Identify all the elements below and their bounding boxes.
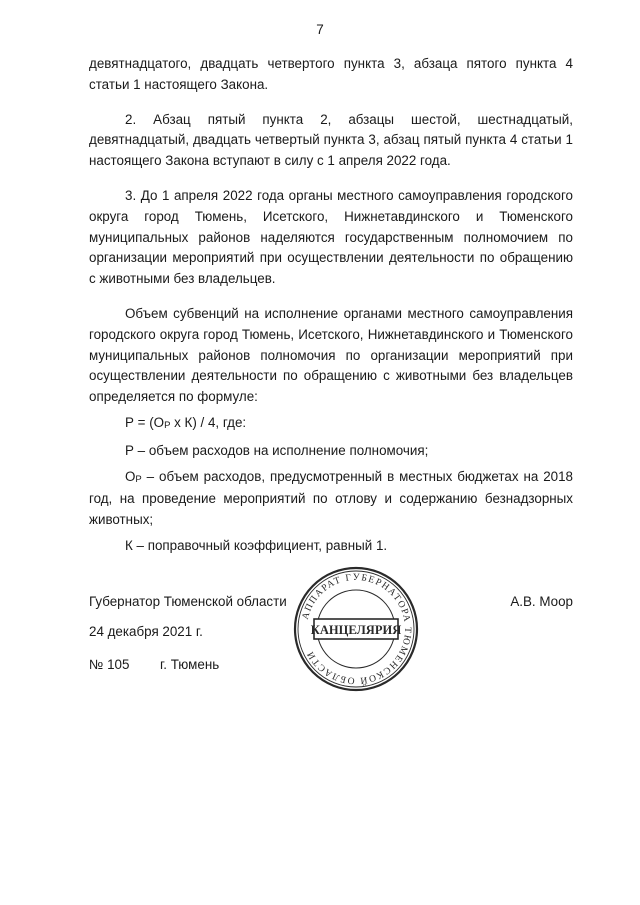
signer-name: А.В. Моор: [510, 594, 573, 609]
paragraph-3: 3. До 1 апреля 2022 года органы местного самоуправления городского округа город Тюмень, Исетского, Нижнетавдинского и Тюменского муниципальных районов наделяются государственным полномочием по организации мероприятий при осуществлении деятельности по обращению с животными без владельцев.: [89, 187, 573, 287]
law-number: № 105: [89, 657, 130, 672]
definition-op-subscript: Р: [135, 473, 142, 485]
formula-prefix: Р = (О: [125, 414, 165, 430]
signer-title: Губернатор Тюменской области: [89, 594, 287, 609]
definition-k: К – поправочный коэффициент, равный 1.: [125, 537, 388, 553]
paragraph-continuation: девятнадцатого, двадцать четвертого пункта 3, абзаца пятого пункта 4 статьи 1 настоящего Закона.: [89, 56, 573, 92]
formula-line: [89, 413, 573, 436]
page-number: 7: [316, 22, 324, 37]
stamp-outer-text: АППАРАТ ГУБЕРНАТОРА ТЮМЕНСКОЙ ОБЛАСТИ: [299, 571, 414, 687]
paragraph-2: 2. Абзац пятый пункта 2, абзацы шестой, шестнадцатый, девятнадцатый, двадцать четвертый пункта 3, абзац пятый пункта 4 статьи 1 настоящего Закона вступают в силу с 1 апреля 2022 года.: [89, 111, 573, 169]
formula-suffix: х К) / 4, где:: [170, 414, 247, 430]
formula-subscript: Р: [164, 419, 171, 431]
definition-op-text: – объем расходов, предусмотренный в местных бюджетах на 2018 год, на проведение мероприятий по отлову и содержанию безнадзорных животных;: [89, 468, 573, 528]
stamp-center-text: КАНЦЕЛЯРИЯ: [310, 623, 402, 637]
definition-p: Р – объем расходов на исполнение полномочия;: [125, 442, 429, 458]
definition-op: [89, 467, 573, 531]
signing-city: г. Тюмень: [160, 657, 220, 672]
office-stamp: [291, 564, 421, 694]
signing-date: 24 декабря 2021 г.: [89, 624, 203, 639]
document-body: [89, 54, 573, 562]
paragraph-subsidy: Объем субвенций на исполнение органами местного самоуправления городского округа город Тюмень, Исетского, Нижнетавдинского и Тюменского муниципальных районов полномочия по организации мероприятий при осуществлении деятельности по обращению с животными без владельцев определяется по формуле:: [89, 305, 573, 405]
definition-op-symbol: О: [125, 468, 136, 484]
stamp-seal-icon: [291, 564, 421, 694]
